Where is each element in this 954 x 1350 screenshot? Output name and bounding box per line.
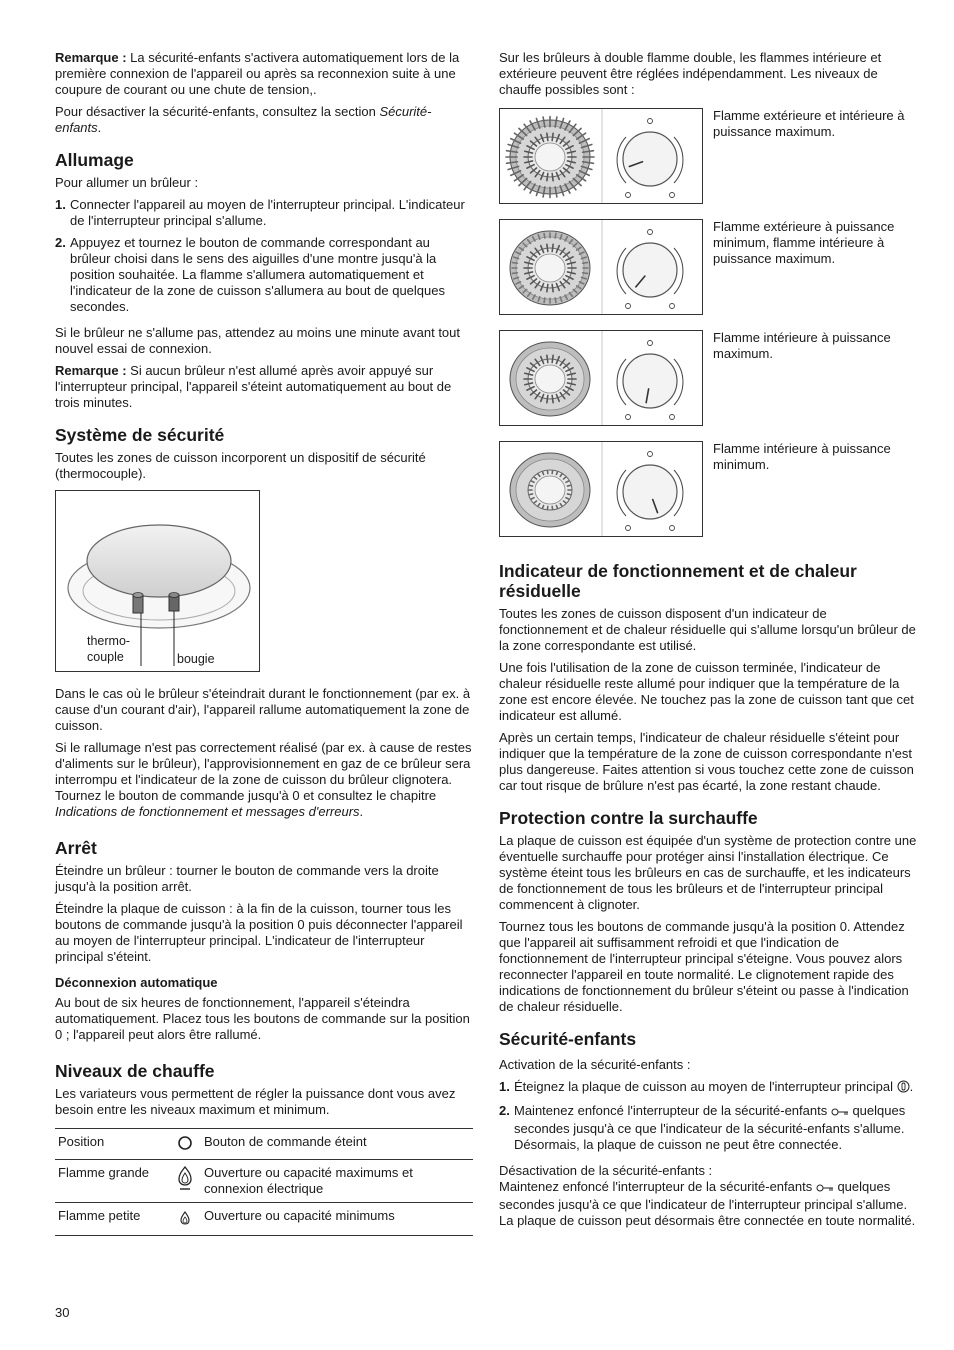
large-flame-icon — [168, 1160, 201, 1203]
flame-level-row — [499, 330, 919, 441]
flame-level-row — [499, 108, 919, 219]
table-row — [55, 1160, 473, 1203]
table-cell: Bouton de commande éteint — [201, 1129, 473, 1160]
thermocouple-figure — [55, 490, 260, 672]
indicateur-p1: Toutes les zones de cuisson disposent d'un indicateur de fonctionnement et de chaleur résiduelle qui s'allume lorsqu'un brûleur de la zone correspondante est utilisé. — [499, 606, 916, 653]
allumage-remark: Remarque : Si aucun brûleur n'est allumé après avoir appuyé sur l'interrupteur principal, l'appareil s'éteint automatiquement au bout de trois minutes. — [55, 363, 452, 410]
heading-arret: Arrêt — [55, 838, 97, 858]
allumage-intro: Pour allumer un brûleur : — [55, 175, 199, 190]
left-column — [55, 50, 473, 1236]
securite-intro: Toutes les zones de cuisson incorporent un dispositif de sécurité (thermocouple). — [55, 450, 426, 481]
heading-niveaux: Niveaux de chauffe — [55, 1061, 215, 1081]
table-row — [55, 1129, 473, 1160]
heat-levels-table — [55, 1128, 473, 1236]
list-item: 1. Connecter l'appareil au moyen de l'interrupteur principal. L'indicateur de l'interrupteur principal s'allume. — [55, 197, 465, 228]
securite-p1: Dans le cas où le brûleur s'éteindrait durant le fonctionnement (par ex. à cause d'un courant d'air), l'appareil rallume automatiquement la zone de cuisson. — [55, 686, 471, 733]
protection-p1: La plaque de cuisson est équipée d'un système de protection contre une éventuelle surchauffe pour protéger ainsi l'installation électrique. Ce système éteint tous les brûleurs en cas de surchauffe, et les indicateurs de fonctionnement de tous les brûleurs et de l'interrupteur principal commencent à clignoter. — [499, 833, 917, 912]
arret-p1: Éteindre un brûleur : tourner le bouton de commande vers la droite jusqu'à la position arrêt. — [55, 863, 439, 894]
arret-p2: Éteindre la plaque de cuisson : à la fin de la cuisson, tourner tous les boutons de commande jusqu'à la position 0 puis déconnecter l'appareil au moyen de l'interrupteur principal. L'indicateur de l'interrupteur principal s'éteint. — [55, 901, 463, 964]
deactivation-note: Pour désactiver la sécurité-enfants, consultez la section Sécurité-enfants. — [55, 104, 432, 135]
flame-figure-box — [499, 330, 703, 426]
table-cell: Ouverture ou capacité maximums et connexion électrique — [201, 1160, 473, 1203]
deconnexion-text: Au bout de six heures de fonctionnement, l'appareil s'éteindra automatiquement. Placez tous les boutons de commande sur la position 0 ; l'appareil peut alors être rallumé. — [55, 995, 470, 1042]
small-flame-icon — [168, 1203, 201, 1236]
remark-autoactivation: Remarque : La sécurité-enfants s'activera automatiquement lors de la première connexion de l'appareil ou après sa reconnexion suite à une coupure de courant ou une chute de tension,. — [55, 50, 460, 97]
flame-level-description: Flamme extérieure et intérieure à puissance maximum. — [713, 108, 905, 139]
allumage-steps — [55, 197, 473, 315]
indicateur-p3: Après un certain temps, l'indicateur de chaleur résiduelle s'éteint pour indiquer que la température de la zone de cuisson correspondante n'est plus dangereuse. Faites attention si vous touchez cette zone de cuisson car tout risque de brûlure n'est pas écarté, la zone restant chaude. — [499, 730, 914, 793]
key-icon — [816, 1181, 834, 1197]
flame-level-description: Flamme extérieure à puissance minimum, flamme intérieure à puissance maximum. — [713, 219, 895, 266]
burner-and-knob-drawing — [500, 442, 702, 536]
protection-p2: Tournez tous les boutons de commande jusqu'à la position 0. Attendez que l'appareil ait suffisamment refroidi et que l'indication de fonctionnement de l'interrupteur principal s'éteigne. Vous pouvez alors reconnecter l'appareil en toute normalité. Le clignotement rapide des indications de fonctionnement du brûleur s'éteint ou passe à l'indication de chaleur résiduelle. — [499, 919, 909, 1014]
heading-allumage: Allumage — [55, 150, 134, 170]
allumage-note: Si le brûleur ne s'allume pas, attendez au moins une minute avant tout nouvel essai de connexion. — [55, 325, 460, 356]
table-row — [55, 1203, 473, 1236]
flame-level-row — [499, 219, 919, 330]
flame-level-description: Flamme intérieure à puissance maximum. — [713, 330, 891, 361]
list-item: 2. Appuyez et tournez le bouton de commande correspondant au brûleur choisi dans le sens des aiguilles d'une montre jusqu'à la position souhaitée. La flamme s'allumera automatiquement et l'indicateur de la zone de cuisson s'allumera au bout de quelques secondes. — [55, 235, 445, 314]
enfants-intro: Activation de la sécurité-enfants : — [499, 1057, 691, 1072]
flame-figure-box — [499, 108, 703, 204]
flame-figure-box — [499, 441, 703, 537]
flame-level-row — [499, 441, 919, 537]
page-number: 30 — [55, 1305, 70, 1320]
burner-and-knob-drawing — [500, 331, 702, 425]
label-bougie: bougie — [177, 652, 215, 666]
table-cell: Flamme petite — [55, 1203, 168, 1236]
dual-flame-intro: Sur les brûleurs à double flamme double, les flammes intérieure et extérieure peuvent être réglées indépendamment. Les niveaux de chauffe possibles sont : — [499, 50, 882, 97]
heading-securite: Système de sécurité — [55, 425, 225, 445]
heading-securite-enfants: Sécurité-enfants — [499, 1029, 637, 1049]
flame-level-description: Flamme intérieure à puissance minimum. — [713, 441, 891, 472]
right-column — [499, 50, 919, 1235]
burner-and-knob-drawing — [500, 220, 702, 314]
table-cell: Flamme grande — [55, 1160, 168, 1203]
power-switch-icon — [897, 1080, 910, 1097]
key-icon — [831, 1105, 849, 1121]
securite-p2: Si le rallumage n'est pas correctement réalisé (par ex. à cause de restes d'aliments sur le brûleur), l'approvisionnement en gaz de ce brûleur sera interrompu et l'indicateur de la zone de cuisson du brûleur clignotera. Tournez le bouton de commande jusqu'à 0 et consultez le chapitre Indications de fonctionnement et messages d'erreurs. — [55, 740, 472, 819]
enfants-steps — [499, 1079, 919, 1153]
burner-and-knob-drawing — [500, 109, 702, 203]
flame-levels-figures — [499, 108, 919, 537]
indicateur-p2: Une fois l'utilisation de la zone de cuisson terminée, l'indicateur de chaleur résiduelle reste allumé pour indiquer que la température de la zone est encore élevée. Ne touchez pas la zone de cuisson tant que cet indicateur est allumé. — [499, 660, 914, 723]
heading-deconnexion: Déconnexion automatique — [55, 975, 218, 990]
table-cell: Ouverture ou capacité minimums — [201, 1203, 473, 1236]
heading-protection: Protection contre la surchauffe — [499, 808, 758, 828]
flame-figure-box — [499, 219, 703, 315]
off-circle-icon — [168, 1129, 201, 1160]
table-cell: Position — [55, 1129, 168, 1160]
list-item: 2. Maintenez enfoncé l'interrupteur de la sécurité-enfants quelques secondes jusqu'à ce que l'indicateur de la sécurité-enfants s'allume. Désormais, la plaque de cuisson ne peut être connectée. — [499, 1103, 906, 1152]
heading-indicateur: Indicateur de fonctionnement et de chaleur résiduelle — [499, 561, 857, 601]
label-thermocouple: thermo- couple — [87, 634, 131, 664]
niveaux-intro: Les variateurs vous permettent de régler la puissance dont vous avez besoin entre les niveaux maximum et minimum. — [55, 1086, 456, 1117]
enfants-deactivation: Désactivation de la sécurité-enfants : Maintenez enfoncé l'interrupteur de la sécurité-enfants quelques secondes jusqu'à ce que l'indicateur de l'interrupteur principal s'allume. La plaque de cuisson peut désormais être connectée en toute normalité. — [499, 1163, 916, 1228]
list-item: 1. Éteignez la plaque de cuisson au moyen de l'interrupteur principal . — [499, 1079, 919, 1097]
